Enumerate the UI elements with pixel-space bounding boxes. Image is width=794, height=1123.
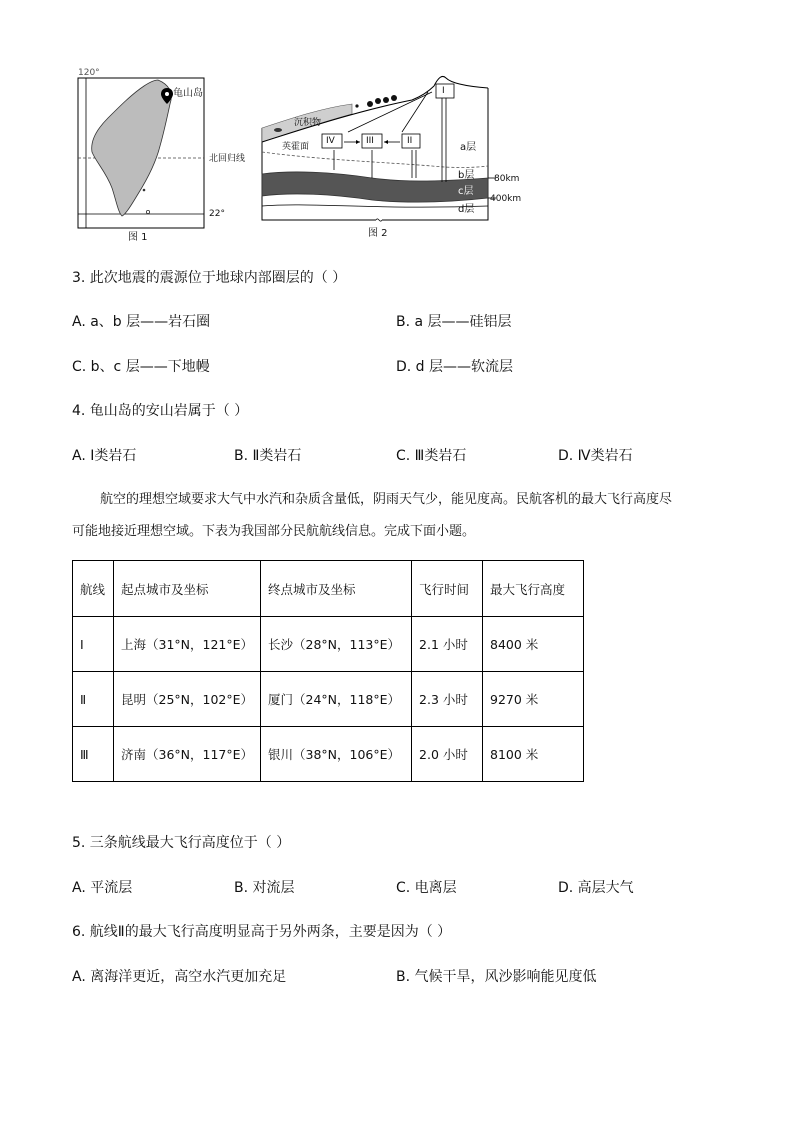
fig2-layer-c: c层 [458,186,474,197]
table-cell: 厦门（24°N，118°E） [261,672,412,727]
fig2-layer-a: a层 [460,142,477,153]
table-cell: 昆明（25°N，102°E） [114,672,261,727]
question-4-stem: 4. 龟山岛的安山岩属于（ ） [72,403,249,419]
table-row [73,727,584,782]
passage-line-2: 可能地接近理想空域。下表为我国部分民航航线信息。完成下面小题。 [72,524,476,539]
fig2-andesite-label: 英霍面 [282,142,310,152]
fig2-depth-80: 80km [494,174,520,184]
fig2-diagram [252,70,524,248]
table-cell: 2.1 小时 [412,617,483,672]
table-cell: Ⅰ [73,617,114,672]
table-cell: 银川（38°N，106°E） [261,727,412,782]
table-cell: 上海（31°N，121°E） [114,617,261,672]
table-cell: 长沙（28°N，113°E） [261,617,412,672]
table-header-cell: 终点城市及坐标 [261,561,412,617]
question-5-option-a: A. 平流层 [72,880,133,896]
fig2-layer-b: b层 [458,170,475,181]
fig2-depth-400: 400km [490,194,522,204]
question-4-option-c: C. Ⅲ类岩石 [396,448,467,464]
table-cell: 8100 米 [483,727,584,782]
question-5-option-c: C. 电离层 [396,880,457,896]
question-4-option-b: B. Ⅱ类岩石 [234,448,302,464]
fig2-layer-d: d层 [458,204,475,215]
question-5-option-d: D. 高层大气 [558,880,634,896]
question-6-option-a: A. 离海洋更近，高空水汽更加充足 [72,969,287,985]
table-row [73,617,584,672]
passage-line-1: 航空的理想空域要求大气中水汽和杂质含量低，阴雨天气少，能见度高。民航客机的最大飞行高度尽 [100,492,673,507]
question-3-stem: 3. 此次地震的震源位于地球内部圈层的（ ） [72,270,347,286]
fig1-lat-label: 22° [209,209,225,219]
question-6-option-b: B. 气候干旱，风沙影响能见度低 [396,969,597,985]
routes-table [72,560,584,782]
table-header-cell: 飞行时间 [412,561,483,617]
table-cell: 济南（36°N，117°E） [114,727,261,782]
table-header-cell: 最大飞行高度 [483,561,584,617]
table-row [73,672,584,727]
fig2-box-1: I [442,86,445,96]
fig1-caption: 图 1 [128,232,148,243]
fig2-box-2: II [407,136,413,146]
fig1-island-label: 龟山岛 [173,88,203,99]
question-6-stem: 6. 航线Ⅱ的最大飞行高度明显高于另外两条，主要是因为（ ） [72,924,452,940]
table-cell: 2.0 小时 [412,727,483,782]
figure-2 [252,70,524,248]
question-3-option-b: B. a 层——硅铝层 [396,314,512,330]
table-cell: 8400 米 [483,617,584,672]
table-cell: Ⅱ [73,672,114,727]
question-4-option-d: D. Ⅳ类岩石 [558,448,633,464]
question-5-stem: 5. 三条航线最大飞行高度位于（ ） [72,835,291,851]
figure-1 [72,66,250,246]
question-3-option-c: C. b、c 层——下地幔 [72,359,210,375]
fig1-tropic-label: 北回归线 [209,154,246,164]
fig2-caption: 图 2 [368,228,388,239]
question-3-option-d: D. d 层——软流层 [396,359,514,375]
question-4-option-a: A. Ⅰ类岩石 [72,448,137,464]
taiwan-island-shape [92,80,172,216]
fig1-lon-label: 120° [78,68,100,78]
table-cell: 9270 米 [483,672,584,727]
table-header-cell: 航线 [73,561,114,617]
fig2-sediment-label: 沉积物 [294,118,322,128]
fig2-box-4: IV [326,136,335,146]
question-5-option-b: B. 对流层 [234,880,295,896]
table-header-row [73,561,584,617]
table-header-cell: 起点城市及坐标 [114,561,261,617]
question-3-option-a: A. a、b 层——岩石圈 [72,314,211,330]
table-cell: 2.3 小时 [412,672,483,727]
fig2-box-3: III [366,136,374,146]
table-cell: Ⅲ [73,727,114,782]
